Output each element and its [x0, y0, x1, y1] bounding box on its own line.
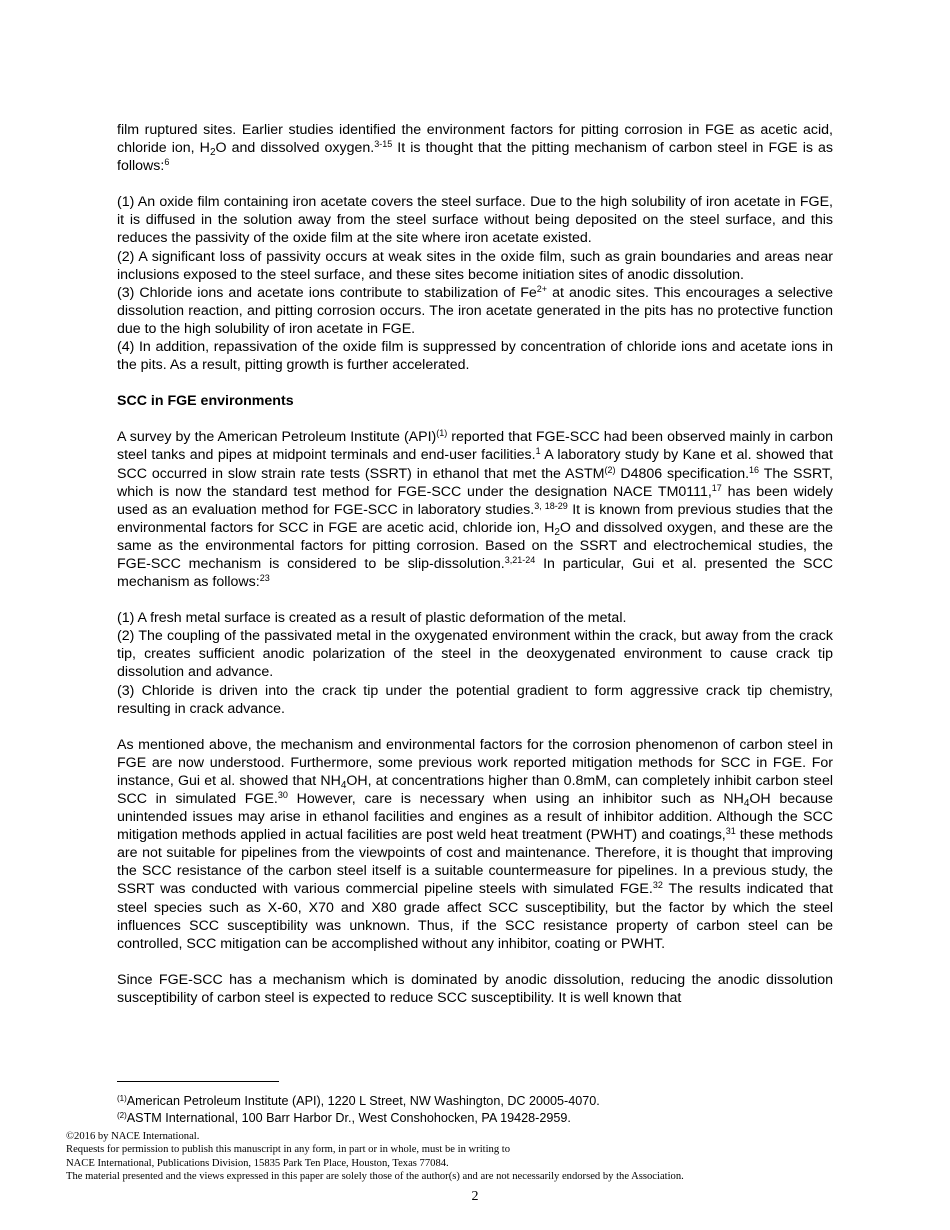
text-run: D4806 specification.	[615, 465, 750, 482]
body-text	[117, 121, 833, 1007]
pitting-step-4: (4) In addition, repassivation of the oxide film is suppressed by concentration of chloride ions and acetate ions in the pits. As a result, pitting growth is further accelerated.	[117, 339, 833, 374]
text-run: O and dissolved oxygen.	[215, 140, 375, 157]
footnote-ref: (1)	[436, 428, 448, 439]
mitigation-paragraph	[117, 736, 833, 953]
scc-paragraph	[117, 428, 833, 591]
citation-ref: 3-15	[374, 139, 393, 150]
footnotes	[117, 1093, 833, 1126]
text-run: In particular, Gui et al. presented the SCC mechanism as follows:	[117, 555, 833, 591]
scc-step-3: (3) Chloride is driven into the crack tip under the potential gradient to form aggressive crack tip chemistry, resulting in crack advance.	[117, 682, 833, 717]
intro-paragraph	[117, 121, 833, 175]
citation-ref: 31	[725, 826, 736, 837]
text-run: (3) Chloride ions and acetate ions contribute to stabilization of Fe	[117, 284, 537, 301]
text-run: film ruptured sites. Earlier studies identified the environment factors for pitting corrosion in FGE as acetic acid, chloride ion, H	[117, 122, 833, 157]
citation-ref: 17	[711, 482, 722, 493]
copyright-block	[66, 1130, 926, 1183]
citation-ref: 23	[259, 573, 270, 584]
page-number: 2	[471, 1189, 479, 1204]
copyright-line-3: NACE International, Publications Division, 15835 Park Ten Place, Houston, Texas 77084.	[66, 1157, 449, 1169]
scc-step-1: (1) A fresh metal surface is created as a result of plastic deformation of the metal.	[117, 610, 627, 627]
footnote-text: ASTM International, 100 Barr Harbor Dr., West Conshohocken, PA 19428-2959.	[126, 1110, 571, 1125]
subscript: 4	[743, 798, 750, 809]
text-run: The results indicated that steel species such as X-60, X70 and X80 grade affect SCC susceptibility, but the factor by which the steel influences SCC susceptibility was unknown. Thus, if the SCC resistance property of carbon steel can be controlled, SCC mitigation can be accomplished without any inhibitor, coating or PWHT.	[117, 881, 833, 952]
pitting-step-3	[117, 284, 833, 338]
final-paragraph: Since FGE-SCC has a mechanism which is dominated by anodic dissolution, reducing the anodic dissolution susceptibility of carbon steel is expected to reduce SCC susceptibility. It is well known that	[117, 971, 833, 1006]
footnote-mark: (1)	[117, 1094, 127, 1103]
pitting-step-1: (1) An oxide film containing iron acetate covers the steel surface. Due to the high solubility of iron acetate in FGE, it is diffused in the solution away from the steel surface without being deposited on the steel surface, and this reduces the passivity of the oxide film at the site where iron acetate existed.	[117, 194, 833, 247]
subscript: 2	[209, 147, 216, 159]
footnote-1	[117, 1093, 833, 1110]
citation-ref: 3,21-24	[504, 554, 536, 565]
text-run: A laboratory study by Kane et al. showed that SCC occurred in slow strain rate tests (SSRT) in ethanol that met the ASTM	[117, 447, 833, 482]
text-run: O and dissolved oxygen, and these are the same as the environmental factors for pitting corrosion. Based on the SSRT and electrochemical studies, the FGE-SCC mechanism is considered to be slip-dissolution.	[117, 519, 834, 572]
citation-ref: 32	[652, 880, 663, 891]
pitting-step-2: (2) A significant loss of passivity occurs at weak sites in the oxide film, such as grain boundaries and areas near inclusions exposed to the steel surface, and these sites become initiation sites of anodic dissolution.	[117, 248, 833, 283]
text-run: However, care is necessary when using an inhibitor such as NH	[287, 791, 744, 807]
text-run: OH, at concentrations higher than 0.8mM, can completely inhibit carbon steel SCC in simulated FGE.	[117, 772, 833, 807]
citation-ref: 3, 18-29	[534, 500, 568, 511]
subscript: 2	[554, 526, 560, 538]
text-run: these methods are not suitable for pipelines from the viewpoints of cost and maintenance. Therefore, it is thought that improving the SCC resistance of the carbon steel itself is a suitable countermeasure for pipelines. In a previous study, the SSRT was conducted with various commercial pipeline steels with simulated FGE.	[117, 827, 833, 898]
citation-ref: 16	[749, 464, 760, 475]
footnote-text: American Petroleum Institute (API), 1220 L Street, NW Washington, DC 20005-4070.	[126, 1094, 600, 1108]
subscript: 4	[340, 779, 347, 791]
text-run: As mentioned above, the mechanism and environmental factors for the corrosion phenomenon of carbon steel in FGE are now understood. Furthermore, some previous work reported mitigation methods for SCC in FGE. For instance, Gui et al. showed that NH	[117, 736, 833, 789]
text-run: A survey by the American Petroleum Institute (API)	[117, 429, 437, 446]
text-run: It is thought that the pitting mechanism of carbon steel in FGE is as follows:	[117, 140, 833, 175]
text-run: has been widely used as an evaluation method for FGE-SCC in laboratory studies.	[117, 483, 834, 518]
copyright-line-2: Requests for permission to publish this manuscript in any form, in part or in whole, must be in writing to	[66, 1144, 511, 1156]
text-run: It is known from previous studies that the environmental factors for SCC in FGE are acetic acid, chloride ion, H	[117, 501, 834, 536]
footnote-divider	[117, 1081, 279, 1082]
citation-ref: 30	[277, 790, 288, 800]
superscript: 2+	[536, 283, 548, 294]
scc-step-2: (2) The coupling of the passivated metal in the oxygenated environment within the crack, but away from the crack tip, creates sufficient anodic polarization of the steel in the deoxygenated environment to cause crack tip dissolution and advance.	[117, 628, 833, 681]
footnote-2	[117, 1110, 833, 1127]
footnote-ref: (2)	[604, 464, 616, 475]
footnote-mark: (2)	[117, 1110, 127, 1120]
citation-ref: 1	[535, 446, 541, 457]
section-heading: SCC in FGE environments	[117, 393, 294, 410]
text-run: at anodic sites. This encourages a selective dissolution reaction, and pitting corrosion occurs. The iron acetate generated in the pits has no protective function due to the high solubility of iron acetate in FGE.	[117, 284, 834, 337]
text-run: OH because unintended issues may arise in ethanol facilities and engines as a result of inhibitor addition. Although the SCC mitigation methods applied in actual facilities are post weld heat treatment (PWHT) and coatings,	[117, 791, 833, 844]
text-run: reported that FGE-SCC had been observed mainly in carbon steel tanks and pipes at midpoint terminals and end-user facilities.	[117, 429, 833, 464]
text-run: The SSRT, which is now the standard test method for FGE-SCC under the designation NACE TM0111,	[117, 465, 833, 500]
citation-ref: 6	[164, 157, 170, 168]
copyright-line-1: ©2016 by NACE International.	[66, 1131, 200, 1142]
copyright-line-4: The material presented and the views expressed in this paper are solely those of the author(s) and are not necessarily endorsed by the Association.	[66, 1170, 684, 1182]
